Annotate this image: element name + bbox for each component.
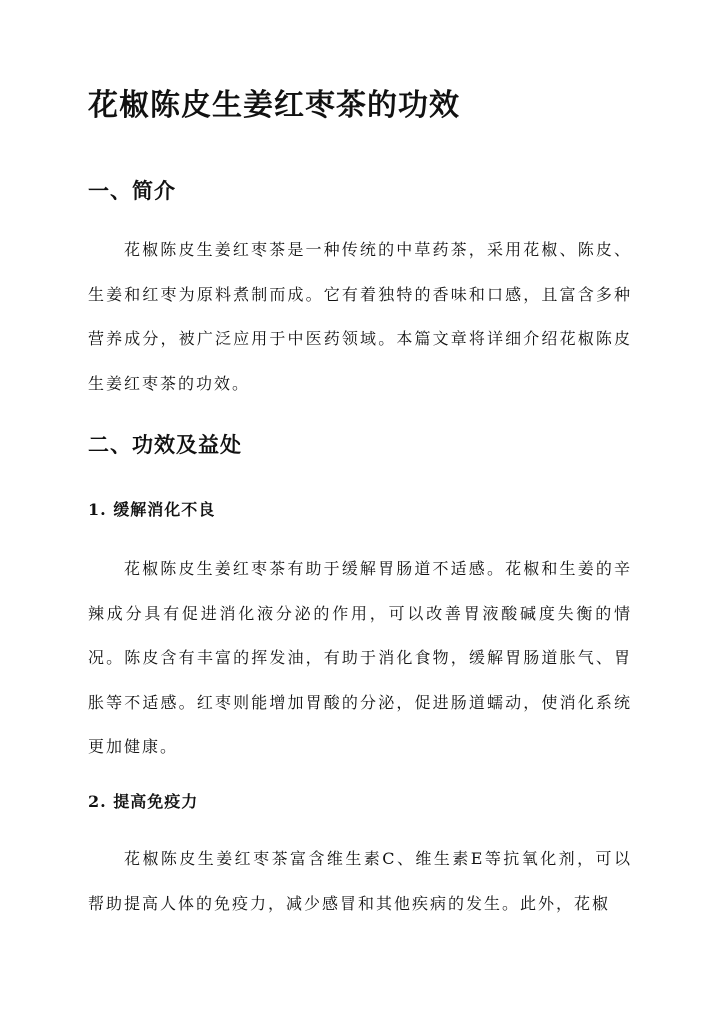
intro-paragraph: 花椒陈皮生姜红枣茶是一种传统的中草药茶，采用花椒、陈皮、生姜和红枣为原料煮制而成。它有着独特的香味和口感，且富含多种营养成分，被广泛应用于中医药领域。本篇文章将详细介绍花椒陈皮生姜红枣茶的功效。	[88, 240, 632, 393]
digestion-paragraph: 花椒陈皮生姜红枣茶有助于缓解胃肠道不适感。花椒和生姜的辛辣成分具有促进消化液分泌的作用，可以改善胃液酸碱度失衡的情况。陈皮含有丰富的挥发油，有助于消化食物，缓解胃肠道胀气、胃胀等不适感。红枣则能增加胃酸的分泌，促进肠道蠕动，使消化系统更加健康。	[88, 559, 632, 756]
subsection-heading-immunity: 2. 提高免疫力	[88, 792, 199, 811]
subsection-heading-digestion: 1. 缓解消化不良	[88, 500, 216, 519]
section-heading-intro: 一、简介	[88, 178, 176, 203]
document-title: 花椒陈皮生姜红枣茶的功效	[88, 88, 460, 123]
immunity-paragraph: 花椒陈皮生姜红枣茶富含维生素C、维生素E等抗氧化剂，可以帮助提高人体的免疫力，减少感冒和其他疾病的发生。此外，花椒	[88, 849, 632, 913]
section-heading-benefits: 二、功效及益处	[88, 432, 242, 457]
